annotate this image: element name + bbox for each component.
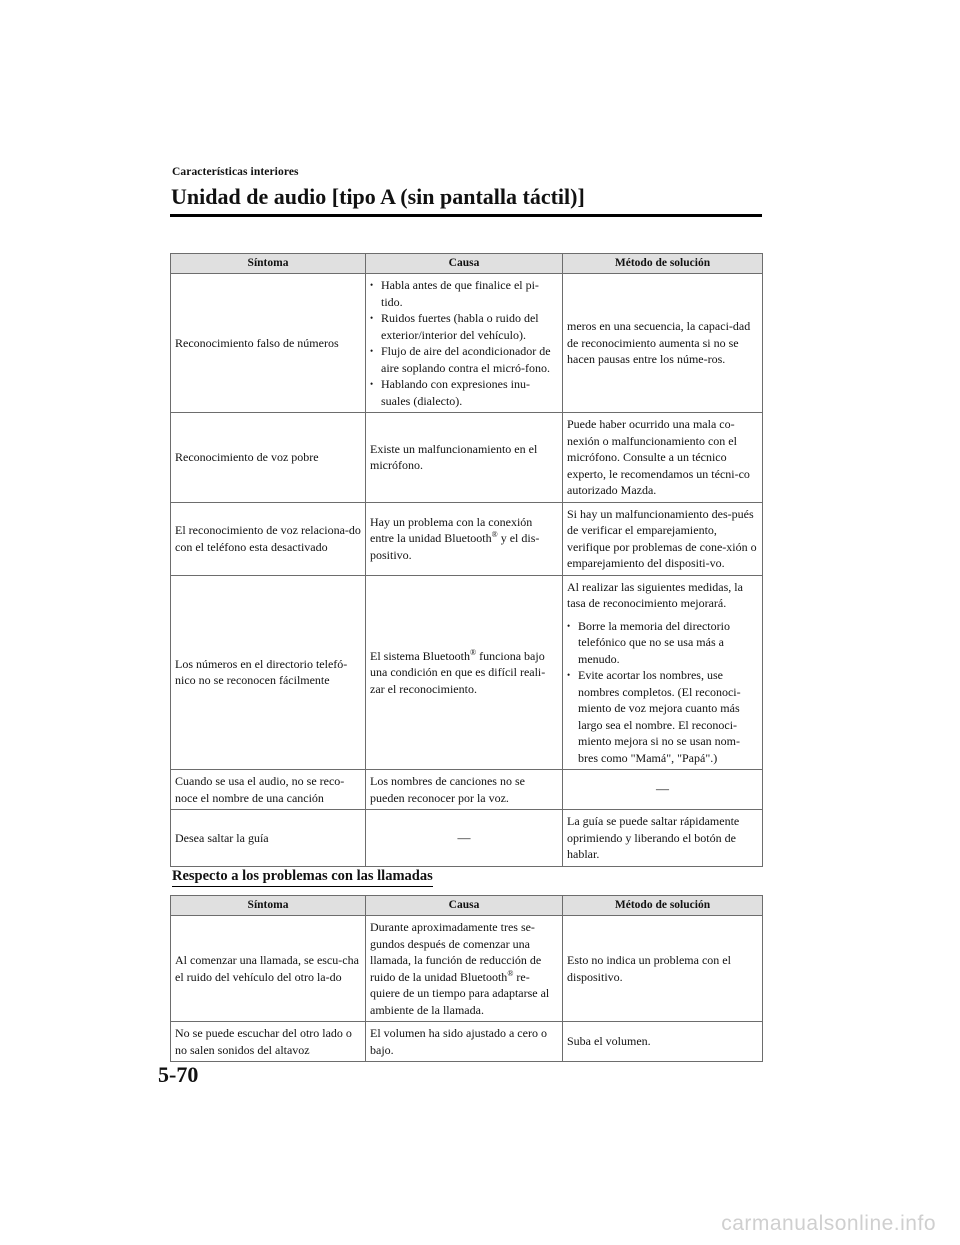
header-solution: Método de solución <box>563 896 763 916</box>
header-symptom: Síntoma <box>171 896 366 916</box>
header-cause: Causa <box>366 254 563 274</box>
cause-cell: Los nombres de canciones no se pueden reconocer por la voz. <box>366 770 563 810</box>
cause-text: El sistema Bluetooth <box>370 648 470 663</box>
cause-cell: — <box>366 810 563 867</box>
table-row <box>171 770 763 810</box>
subsection-title: Respecto a los problemas con las llamadas <box>172 868 433 887</box>
solution-cell: Si hay un malfuncionamiento des-pués de verificar el emparejamiento, verifique por problemas de cone-xión o emparejamiento del dispositi-vo. <box>563 502 763 575</box>
call-problems-table <box>170 895 763 1062</box>
registered-mark: ® <box>470 647 477 657</box>
table-header-row <box>171 896 763 916</box>
cause-text: Hay un problema con la conexión entre la unidad Bluetooth <box>370 514 533 546</box>
list-item: • Flujo de aire del acondicionador de aire soplando contra el micró-fono. <box>370 343 558 376</box>
symptom-cell: Reconocimiento de voz pobre <box>171 413 366 503</box>
list-item: • Habla antes de que finalice el pi-tido. <box>370 277 558 310</box>
registered-mark: ® <box>507 968 514 978</box>
symptom-cell: Reconocimiento falso de números <box>171 274 366 413</box>
symptom-cell: Los números en el directorio telefó-nico no se reconocen fácilmente <box>171 575 366 770</box>
header-symptom: Síntoma <box>171 254 366 274</box>
table-row <box>171 1022 763 1062</box>
cause-list <box>370 277 558 409</box>
symptom-cell: El reconocimiento de voz relaciona-do con el teléfono esta desactivado <box>171 502 366 575</box>
cause-text: funciona bajo una condición en que es difícil reali-zar el reconocimiento. <box>370 648 546 696</box>
symptom-cell: Desea saltar la guía <box>171 810 366 867</box>
list-item: • Hablando con expresiones inu-suales (dialecto). <box>370 376 558 409</box>
table-row <box>171 810 763 867</box>
page-number: 5-70 <box>158 1062 199 1087</box>
voice-recognition-table <box>170 253 763 867</box>
cause-cell: El volumen ha sido ajustado a cero o bajo. <box>366 1022 563 1062</box>
section-label: Características interiores <box>172 166 299 178</box>
cause-text: Durante aproximadamente tres se-gundos después de comenzar una llamada, la función de reducción de ruido de la unidad Bluetooth <box>370 920 542 984</box>
solution-cell: Esto no indica un problema con el dispositivo. <box>563 916 763 1022</box>
page-title: Unidad de audio [tipo A (sin pantalla táctil)] <box>171 184 585 209</box>
symptom-cell: Al comenzar una llamada, se escu-cha el ruido del vehículo del otro la-do <box>171 916 366 1022</box>
table-row <box>171 274 763 413</box>
solution-cell: La guía se puede saltar rápidamente oprimiendo y liberando el botón de hablar. <box>563 810 763 867</box>
table-header-row <box>171 254 763 274</box>
solution-cell <box>563 575 763 770</box>
watermark: carmanualsonline.info <box>721 1212 936 1235</box>
symptom-cell: No se puede escuchar del otro lado o no salen sonidos del altavoz <box>171 1022 366 1062</box>
table-row <box>171 413 763 503</box>
table-row <box>171 916 763 1022</box>
cause-text: re-quiere de un tiempo para adaptarse al ambiente de la llamada. <box>370 969 550 1017</box>
table-row <box>171 575 763 770</box>
table-row <box>171 502 763 575</box>
solution-cell: — <box>563 770 763 810</box>
solution-cell: meros en una secuencia, la capaci-dad de reconocimiento aumenta si no se hacen pausas entre los núme-ros. <box>563 274 763 413</box>
solution-list <box>567 618 758 767</box>
cause-cell <box>366 916 563 1022</box>
cause-text: y el dis-positivo. <box>370 531 540 562</box>
cause-cell <box>366 274 563 413</box>
cause-cell <box>366 575 563 770</box>
registered-mark: ® <box>491 530 498 540</box>
cause-cell: Existe un malfuncionamiento en el micrófono. <box>366 413 563 503</box>
solution-cell: Suba el volumen. <box>563 1022 763 1062</box>
list-item: • Evite acortar los nombres, use nombres completos. (El reconoci-miento de voz mejora cuanto más largo sea el nombre. El reconoci-miento mejora si no se usan nom-bres como "Mamá", "Papá".) <box>567 667 758 766</box>
symptom-cell: Cuando se usa el audio, no se reco-noce el nombre de una canción <box>171 770 366 810</box>
title-rule <box>170 214 762 217</box>
header-solution: Método de solución <box>563 254 763 274</box>
list-item: • Ruidos fuertes (habla o ruido del exterior/interior del vehículo). <box>370 310 558 343</box>
header-cause: Causa <box>366 896 563 916</box>
solution-intro: Al realizar las siguientes medidas, la tasa de reconocimiento mejorará. <box>567 579 743 610</box>
cause-cell <box>366 502 563 575</box>
list-item: • Borre la memoria del directorio telefónico que no se usa más a menudo. <box>567 618 758 668</box>
solution-cell: Puede haber ocurrido una mala co-nexión o malfuncionamiento con el micrófono. Consulte a un técnico experto, le recomendamos un técni-co autorizado Mazda. <box>563 413 763 503</box>
